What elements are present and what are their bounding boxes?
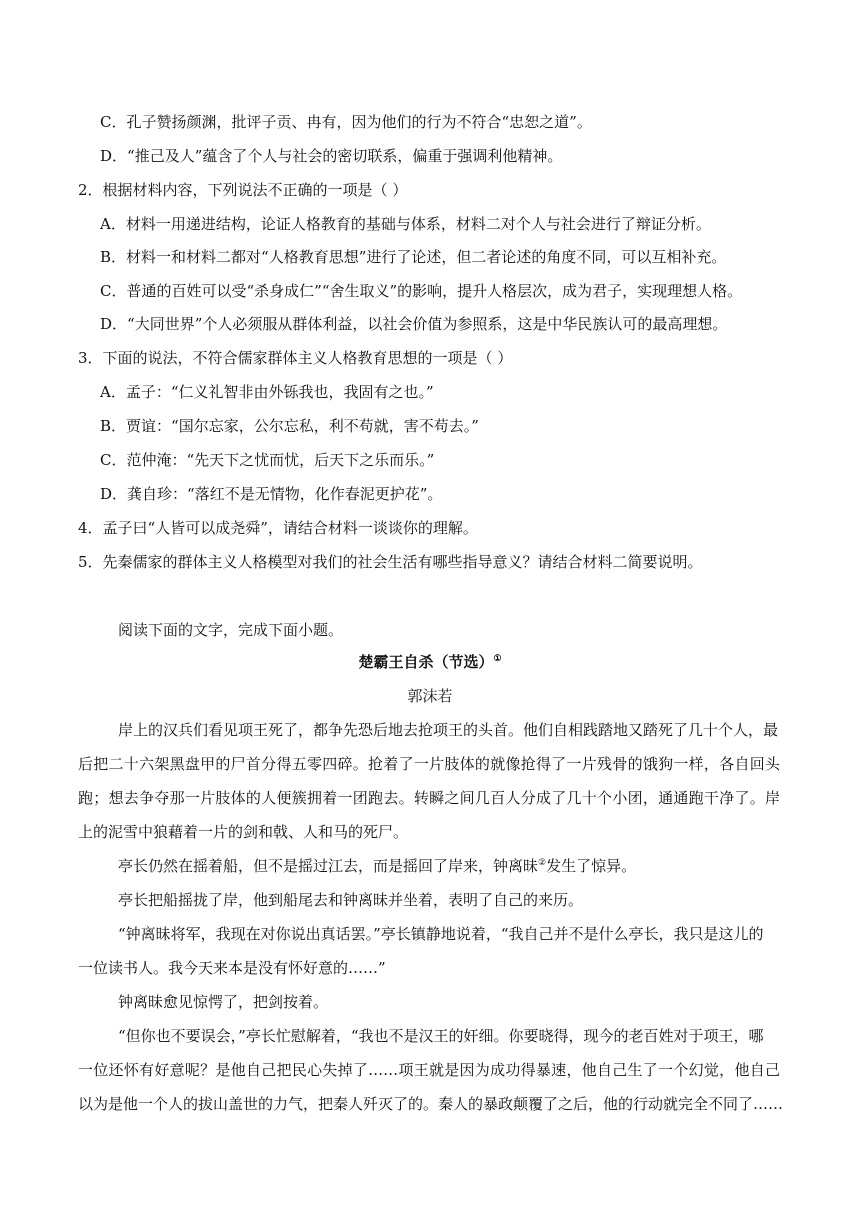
- title-footnote-mark: ①: [493, 654, 502, 664]
- paragraph-4-line-1: “钟离昧将军，我现在对你说出真话罢。”亭长镇静地说着，“我自己并不是什么亭长，我只是这儿的: [118, 925, 764, 943]
- paragraph-6-line-2: 一位还怀有好意呢？是他自己把民心失掉了……项王就是因为成功得暴速，他自己生了一个幻觉，他自己: [78, 1061, 780, 1079]
- q3-option-c: C．范仲淹：“先天下之忧而忧，后天下之乐而乐。”: [100, 451, 435, 469]
- paragraph-2-text-a: 亭长仍然在摇着船，但不是摇过江去，而是摇回了岸来，钟离昧: [118, 857, 539, 875]
- paragraph-6-line-3: 以为是他一个人的拔山盖世的力气，把秦人歼灭了的。秦人的暴政颠覆了之后，他的行动就完全不同了……: [78, 1095, 784, 1113]
- q3-option-b: B．贾谊：“国尔忘家，公尔忘私，利不苟就，害不苟去。”: [100, 417, 479, 435]
- passage-author: 郭沫若: [407, 687, 453, 705]
- paragraph-2: [118, 856, 636, 876]
- paragraph-2-text-b: 发生了惊异。: [546, 857, 637, 875]
- reading-intro: 阅读下面的文字，完成下面小题。: [118, 621, 344, 639]
- paragraph-4-line-2: 一位读书人。我今天来本是没有怀好意的……”: [78, 959, 386, 977]
- q2-option-b: B．材料一和材料二都对“人格教育思想”进行了论述，但二者论述的角度不同，可以互相补充。: [100, 248, 727, 266]
- q2-option-c: C．普通的百姓可以受“杀身成仁”“舍生取义”的影响，提升人格层次，成为君子，实现理想人格。: [100, 282, 743, 300]
- passage-title: [0, 652, 860, 672]
- paragraph-1-line-3: 跑；想去争夺那一片肢体的人便簇拥着一团跑去。转瞬之间几百人分成了几十个小团，通通跑干净了。岸: [78, 789, 780, 807]
- q2-stem: 2．根据材料内容，下列说法不正确的一项是（ ）: [78, 181, 408, 199]
- q3-stem: 3．下面的说法，不符合儒家群体主义人格教育思想的一项是（ ）: [78, 349, 513, 367]
- q2-option-a: A．材料一用递进结构，论证人格教育的基础与体系，材料二对个人与社会进行了辩证分析。: [100, 215, 711, 233]
- q5-stem: 5．先秦儒家的群体主义人格模型对我们的社会生活有哪些指导意义？请结合材料二简要说明。: [78, 553, 703, 571]
- q1-option-d: D．“推己及人”蕴含了个人与社会的密切联系，偏重于强调利他精神。: [100, 147, 563, 165]
- paragraph-3: 亭长把船摇拢了岸，他到船尾去和钟离昧并坐着，表明了自己的来历。: [118, 891, 584, 909]
- passage-title-text: 楚霸王自杀（节选）: [358, 653, 494, 671]
- paragraph-2-footnote-mark: ②: [538, 858, 547, 868]
- paragraph-1-line-1: 岸上的汉兵们看见项王死了，都争先恐后地去抢项王的头首。他们自相践踏地又踏死了几十个人，最: [118, 721, 779, 739]
- paragraph-5: 钟离昧愈见惊愕了，把剑按着。: [118, 993, 329, 1011]
- q4-stem: 4．孟子曰“人皆可以成尧舜”，请结合材料一谈谈你的理解。: [78, 519, 478, 537]
- paragraph-1-line-2: 后把二十六架黑盘甲的尸首分得五零四碎。抢着了一片肢体的就像抢得了一片残骨的饿狗一样，各自回头: [78, 755, 780, 773]
- q3-option-a: A．孟子：“仁义礼智非由外铄我也，我固有之也。”: [100, 383, 434, 401]
- paragraph-6-line-1: “但你也不要误会，”亭长忙慰解着，“我也不是汉王的奸细。你要晓得，现今的老百姓对于项王，哪: [118, 1027, 764, 1045]
- q2-option-d: D．“大同世界”个人必须服从群体利益，以社会价值为参照系，这是中华民族认可的最高理想。: [100, 315, 728, 333]
- q3-option-d: D．龚自珍：“落红不是无情物，化作春泥更护花”。: [100, 485, 443, 503]
- paragraph-1-line-4: 上的泥雪中狼藉着一片的剑和戟、人和马的死尸。: [78, 823, 409, 841]
- q1-option-c: C．孔子赞扬颜渊，批评子贡、冉有，因为他们的行为不符合“忠恕之道”。: [100, 113, 592, 131]
